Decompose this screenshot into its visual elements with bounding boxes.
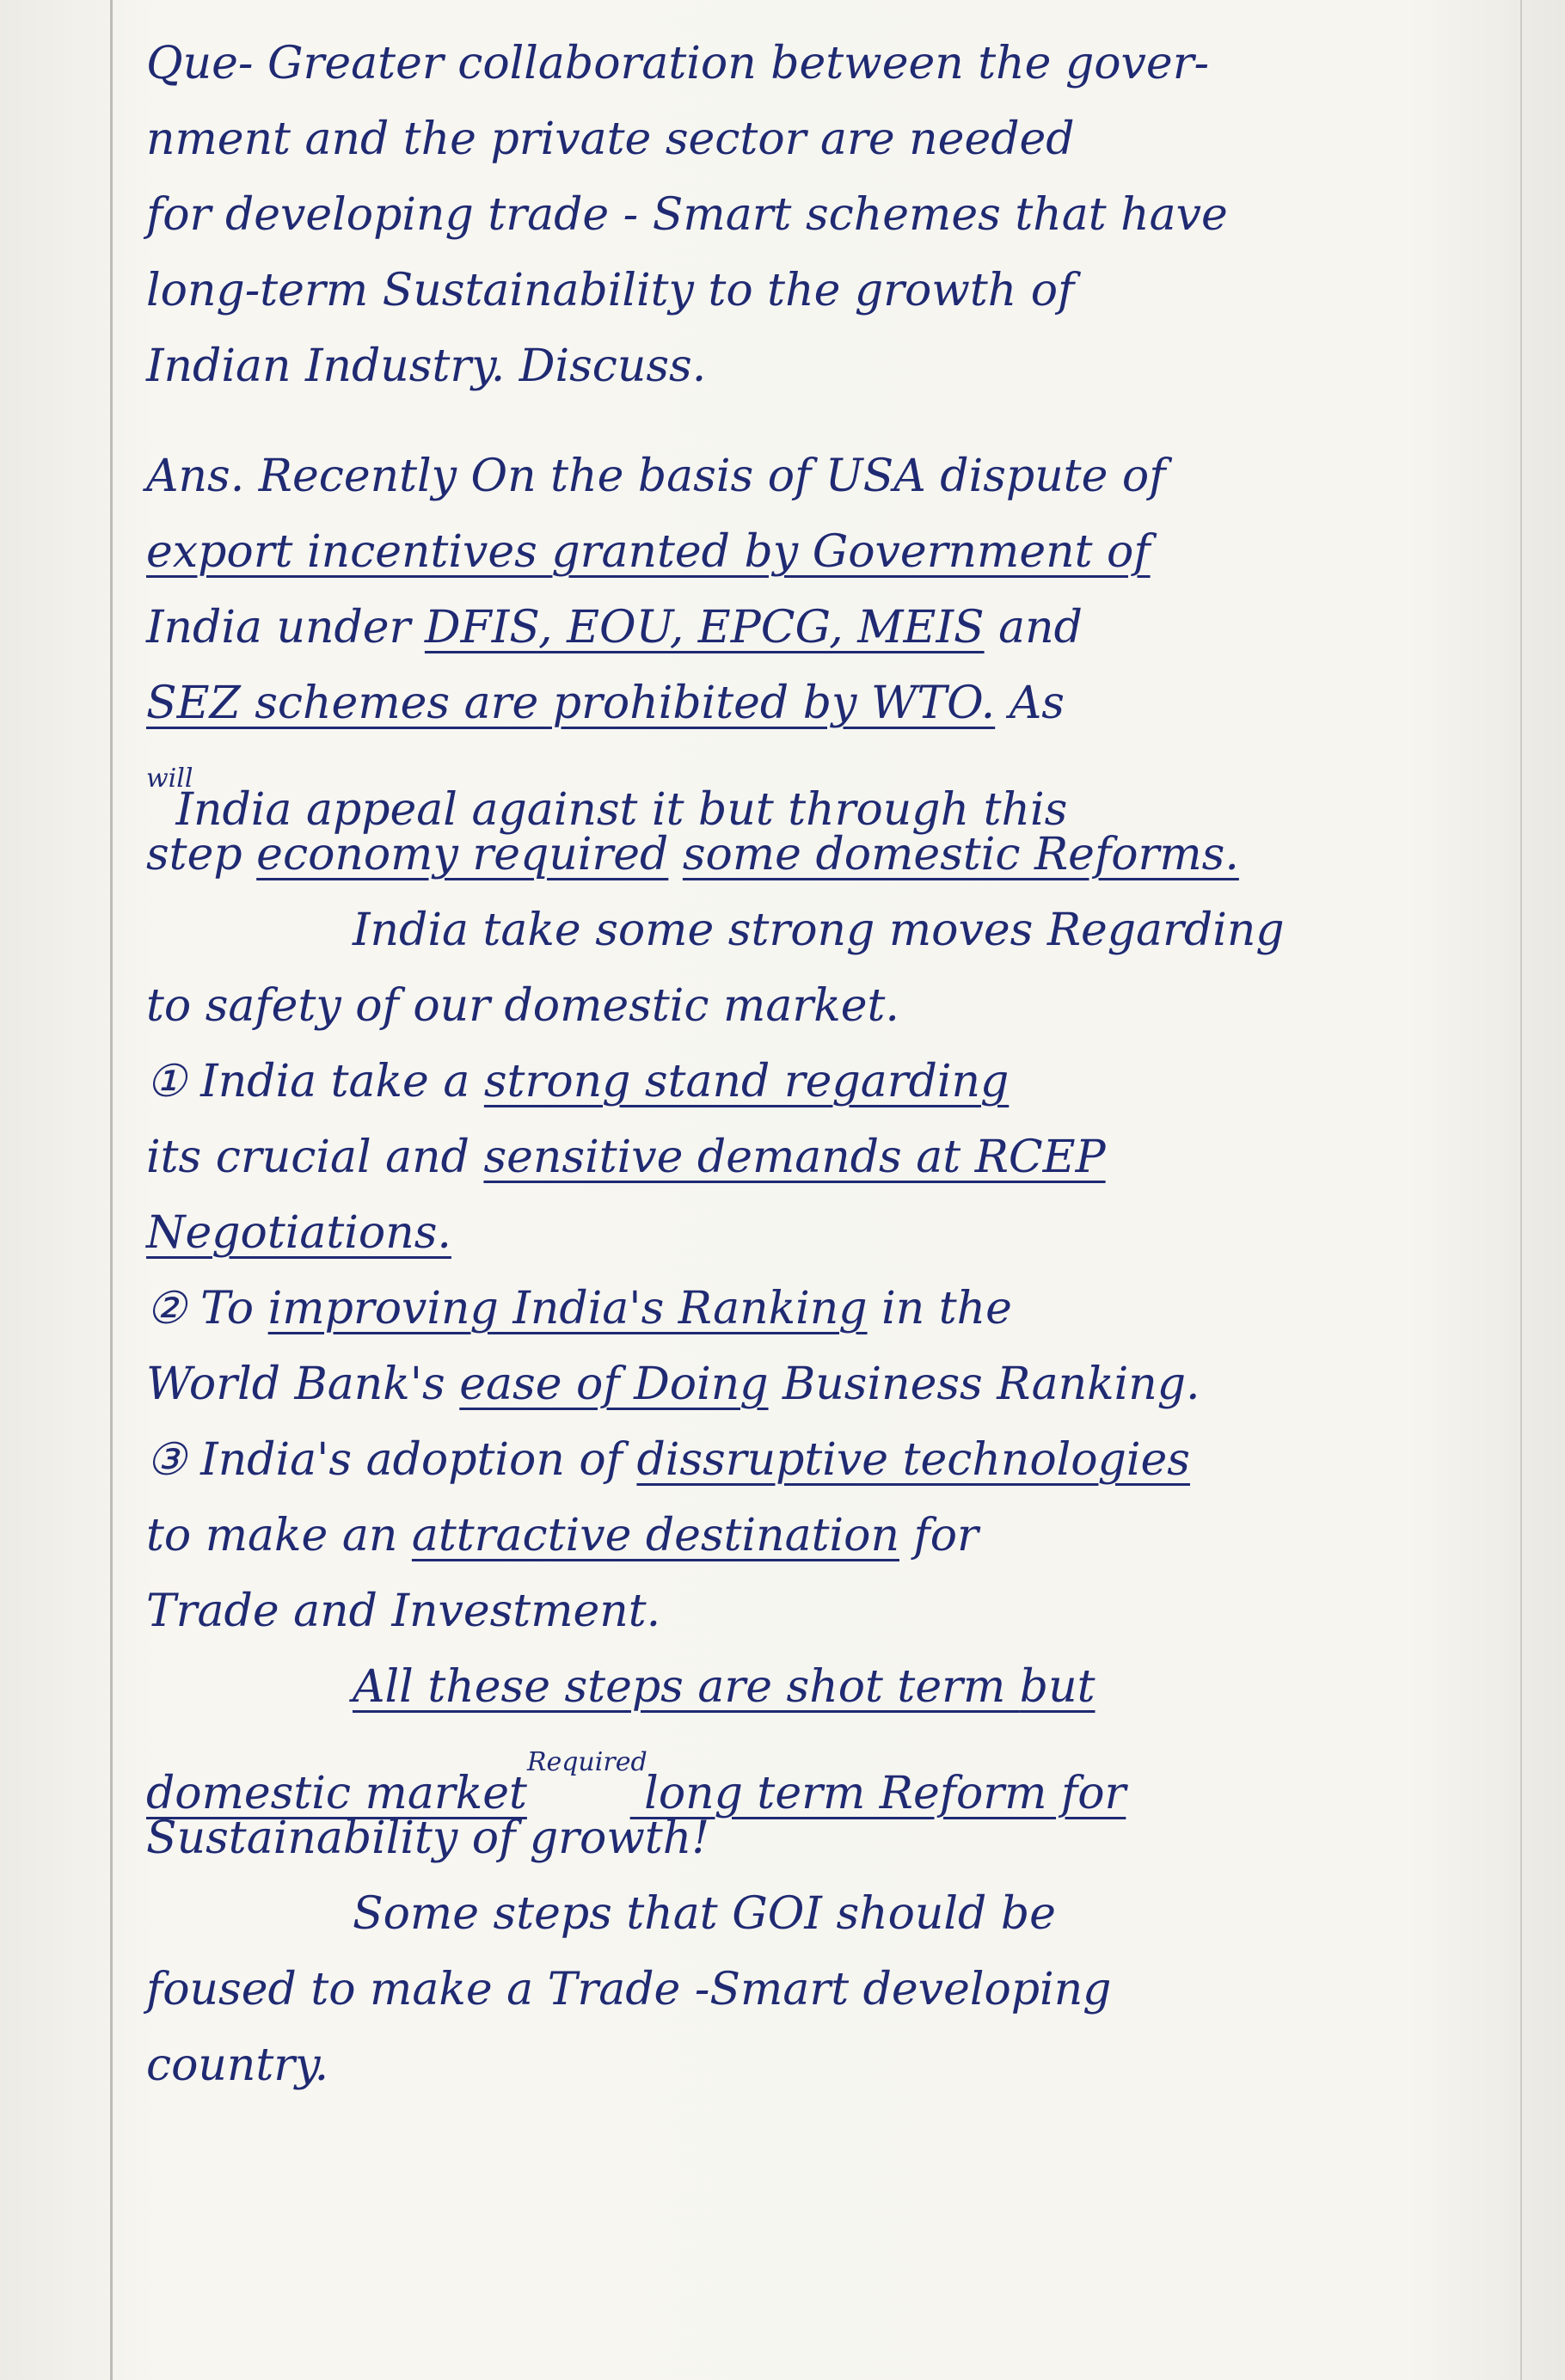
answer-text: in the <box>867 1283 1012 1334</box>
answer-text: its crucial and <box>146 1132 484 1183</box>
answer-line: India take some strong moves Regarding <box>353 905 1285 956</box>
underlined-text: improving India's Ranking <box>267 1283 868 1334</box>
answer-line <box>146 514 1488 590</box>
point-line <box>146 1422 1488 1498</box>
answer-line <box>146 1725 1488 1819</box>
answer-text: World Bank's <box>146 1359 460 1410</box>
answer-line <box>146 1649 1488 1725</box>
point-line <box>146 1195 1488 1271</box>
answer-text: Business Ranking. <box>768 1359 1200 1410</box>
answer-text: for <box>899 1510 979 1561</box>
question-line: long-term Sustainability to the growth of <box>146 265 1075 316</box>
answer-text: India appeal against it but through this <box>175 784 1068 836</box>
answer-line: foused to make a Trade -Smart developing <box>146 1964 1112 2015</box>
question-line: nment and the private sector are needed <box>146 113 1075 165</box>
answer-line <box>146 817 1488 892</box>
underlined-text: ease of Doing <box>459 1359 769 1410</box>
point-line <box>146 1498 1488 1573</box>
answer-text <box>668 829 683 880</box>
inserted-word: will <box>146 764 193 794</box>
underlined-text: strong stand regarding <box>483 1056 1010 1107</box>
underlined-text: sensitive demands at RCEP <box>483 1132 1106 1183</box>
answer-line: Sustainability of growth! <box>146 1813 710 1864</box>
inserted-word: Required <box>526 1747 647 1777</box>
spacer <box>146 404 1488 439</box>
answer-text: ③ India's adoption of <box>146 1434 637 1486</box>
point-line <box>146 1346 1488 1422</box>
point-line: Trade and Investment. <box>146 1586 661 1637</box>
underlined-text: Negotiations. <box>146 1207 451 1259</box>
answer-text: ② To <box>146 1283 268 1334</box>
answer-line <box>146 590 1488 666</box>
answer-text: to make an <box>146 1510 412 1561</box>
answer-text: ① India take a <box>146 1056 484 1107</box>
answer-line: to safety of our domestic market. <box>146 980 899 1032</box>
answer-text: step <box>146 829 257 880</box>
point-line <box>146 1271 1488 1346</box>
margin-line-left <box>110 0 113 2380</box>
underlined-text: All these steps are shot term <box>353 1661 1020 1713</box>
underlined-text: dissruptive technologies <box>636 1434 1190 1486</box>
point-line <box>146 1044 1488 1119</box>
answer-line: country. <box>146 2040 329 2091</box>
answer-text: India under <box>146 602 425 653</box>
underlined-text: export incentives granted by Government of <box>146 526 1151 578</box>
underlined-text: domestic market <box>146 1768 527 1819</box>
underlined-text: DFIS, EOU, EPCG, MEIS <box>424 602 985 653</box>
answer-line: Some steps that GOI should be <box>353 1888 1056 1940</box>
answer-line <box>146 741 1488 836</box>
answer-text: As <box>995 678 1065 729</box>
question-line: Que- Greater collaboration between the gover- <box>146 38 1210 89</box>
answer-line <box>146 666 1488 741</box>
margin-line-right <box>1520 0 1522 2380</box>
answer-line: Ans. Recently On the basis of USA dispute of <box>146 451 1166 502</box>
underlined-text: but <box>1019 1661 1096 1713</box>
underlined-text: long term Reform for <box>629 1768 1126 1819</box>
underlined-text: economy required <box>256 829 669 880</box>
point-line <box>146 1119 1488 1195</box>
handwritten-text <box>146 26 1488 2103</box>
underlined-text: SEZ schemes are prohibited by WTO. <box>146 678 996 729</box>
question-line: Indian Industry. Discuss. <box>146 340 707 392</box>
answer-text: and <box>984 602 1083 653</box>
underlined-text: some domestic Reforms. <box>682 829 1239 880</box>
question-line: for developing trade - Smart schemes that have <box>146 189 1228 241</box>
underlined-text: attractive destination <box>411 1510 899 1561</box>
